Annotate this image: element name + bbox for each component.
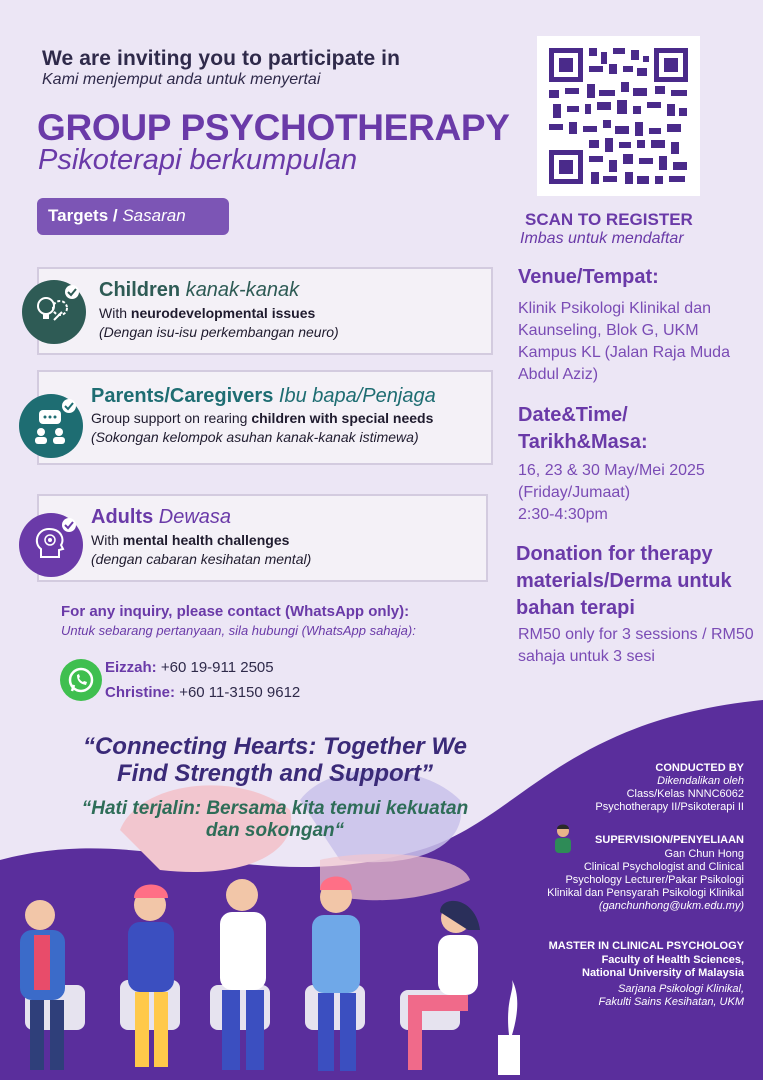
scan-to-register-label: SCAN TO REGISTER <box>525 210 693 229</box>
target-desc-malay: (Dengan isu-isu perkembangan neuro) <box>99 324 339 340</box>
target-title-en: Parents/Caregivers <box>91 385 274 407</box>
supervisor-name: Gan Chun Hong <box>664 848 744 860</box>
quote-english: “Connecting Hearts: Together We Find Strength and Support” <box>82 733 468 787</box>
target-desc-prefix: With <box>99 305 127 321</box>
scan-to-register-label-malay: Imbas untuk mendaftar <box>520 230 684 247</box>
contact-phone[interactable]: +60 19-911 2505 <box>160 659 274 676</box>
target-desc-prefix: Group support on rearing <box>91 410 248 426</box>
target-desc-bold: children with special needs <box>251 410 434 426</box>
target-desc-bold: neurodevelopmental issues <box>130 305 316 321</box>
target-desc-prefix: With <box>91 532 119 548</box>
faculty-line-malay: Fakulti Sains Kesihatan, UKM <box>598 996 744 1008</box>
supervisor-email[interactable]: (ganchunhong@ukm.edu.my) <box>598 900 744 912</box>
supervisor-role: Klinikal dan Pensyarah Psikologi Klinikal <box>547 887 744 899</box>
supervisor-role: Psychology Lecturer/Pakar Psikologi <box>565 874 744 886</box>
targets-label-ms: Sasaran <box>122 206 186 225</box>
target-desc-malay: (Sokongan kelompok asuhan kanak-kanak istimewa) <box>91 429 419 445</box>
supervision-heading: SUPERVISION/PENYELIAAN <box>595 834 744 846</box>
whatsapp-icon <box>60 659 102 701</box>
mind-head-icon <box>19 513 83 577</box>
class-code: Class/Kelas NNNC6062 <box>626 788 744 800</box>
donation-heading: Donation for therapy materials/Derma untuk bahan terapi <box>516 543 732 619</box>
contact-eizzah[interactable] <box>105 659 274 676</box>
inquiry-heading: For any inquiry, please contact (WhatsApp only): <box>61 603 410 620</box>
datetime-heading: Date&Time/ Tarikh&Masa: <box>518 404 648 453</box>
faculty-name <box>504 954 744 980</box>
target-title-ms: Dewasa <box>158 506 232 528</box>
page-title: GROUP PSYCHOTHERAPY <box>37 107 510 148</box>
target-title-parents <box>91 385 436 408</box>
datetime-time: 2:30-4:30pm <box>518 506 608 523</box>
group-chat-icon <box>19 394 83 458</box>
datetime-dates: 16, 23 & 30 May/Mei 2025 <box>518 462 705 479</box>
invite-heading: We are inviting you to participate in <box>42 47 401 70</box>
datetime-details <box>518 460 753 526</box>
target-desc <box>91 410 433 426</box>
target-title-adults <box>91 506 231 529</box>
target-title-children <box>99 279 299 302</box>
target-title-ms: Ibu bapa/Penjaga <box>278 385 436 407</box>
faculty-name-malay <box>504 983 744 1009</box>
target-desc <box>91 532 289 548</box>
contact-phone[interactable]: +60 11-3150 9612 <box>179 684 301 701</box>
contact-name: Eizzah: <box>105 659 157 676</box>
conducted-heading-malay: Dikendalikan oleh <box>657 775 744 787</box>
target-desc-bold: mental health challenges <box>122 532 290 548</box>
target-desc-malay: (dengan cabaran kesihatan mental) <box>91 551 312 567</box>
faculty-line: Faculty of Health Sciences, <box>601 954 744 966</box>
programme-heading: MASTER IN CLINICAL PSYCHOLOGY <box>548 940 744 952</box>
faculty-line: National University of Malaysia <box>582 967 744 979</box>
inquiry-heading-malay: Untuk sebarang pertanyaan, sila hubungi (WhatsApp sahaja): <box>61 623 416 638</box>
invite-heading-malay: Kami menjemput anda untuk menyertai <box>42 71 321 88</box>
supervisor-role: Clinical Psychologist and Clinical <box>583 861 744 873</box>
course-name: Psychotherapy II/Psikoterapi II <box>595 801 744 813</box>
contact-christine[interactable] <box>105 684 300 701</box>
quote-malay: “Hati terjalin: Bersama kita temui kekuatan dan sokongan“ <box>81 798 469 841</box>
target-title-en: Children <box>99 279 181 301</box>
conducted-heading: CONDUCTED BY <box>655 762 744 774</box>
ideas-gear-icon <box>22 280 86 344</box>
supervisor-details <box>504 848 744 913</box>
targets-label-en: Targets / <box>48 206 118 225</box>
page-subtitle: Psikoterapi berkumpulan <box>38 144 358 176</box>
conducted-by <box>504 762 744 814</box>
donation-text: RM50 only for 3 sessions / RM50 sahaja untuk 3 sesi <box>518 626 754 665</box>
faculty-line-malay: Sarjana Psikologi Klinikal, <box>618 983 744 995</box>
target-title-ms: kanak-kanak <box>185 279 300 301</box>
venue-heading: Venue/Tempat: <box>518 266 659 288</box>
target-title-en: Adults <box>91 506 154 528</box>
target-desc <box>99 305 315 321</box>
targets-label <box>37 198 229 235</box>
contact-name: Christine: <box>105 684 176 701</box>
venue-text: Klinik Psikologi Klinikal dan Kaunseling, Blok G, UKM Kampus KL (Jalan Raja Muda Abdul Aziz) <box>518 300 730 383</box>
registration-qr-code[interactable] <box>537 36 700 196</box>
datetime-day: (Friday/Jumaat) <box>518 484 631 501</box>
